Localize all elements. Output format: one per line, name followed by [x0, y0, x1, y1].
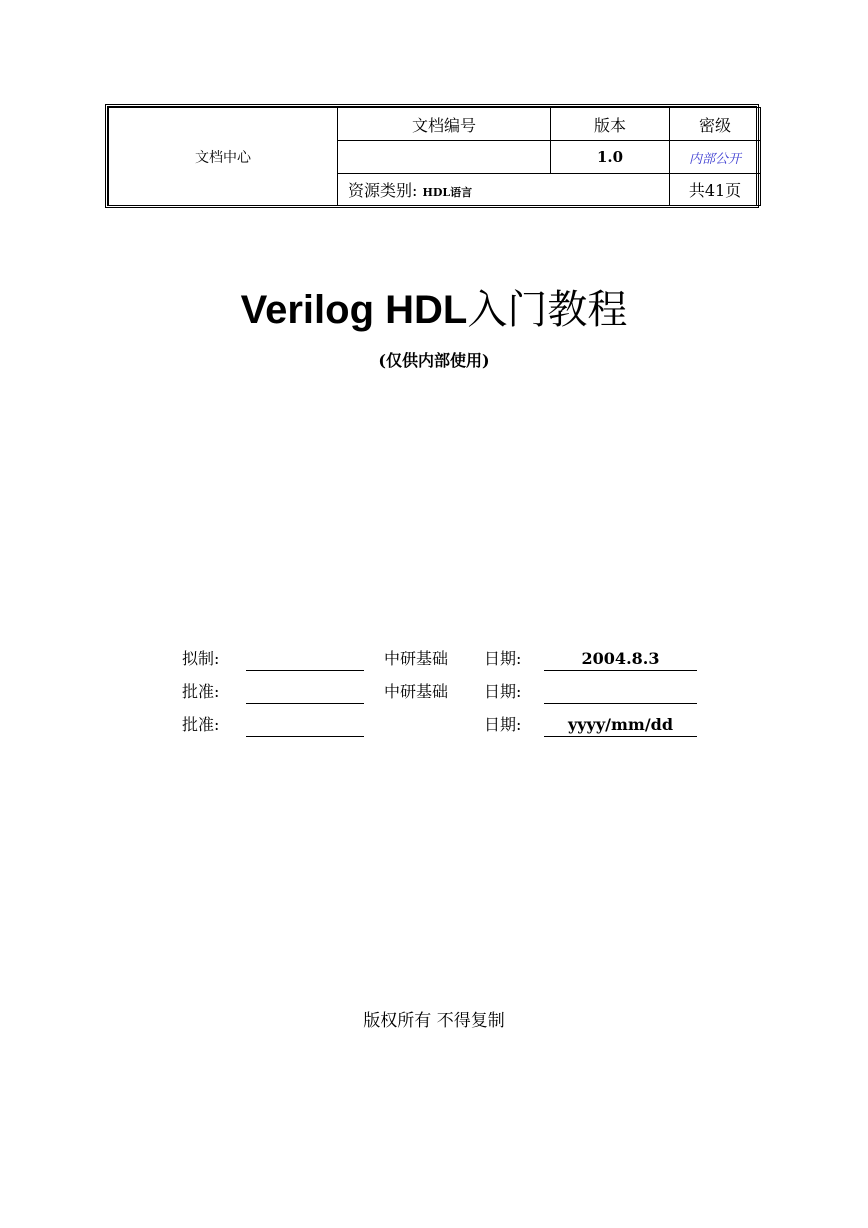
signature-row	[0, 648, 868, 674]
page-count: 共41页	[670, 174, 761, 206]
title-cn: 入门教程	[467, 288, 628, 332]
doc-number-label: 文档编号	[338, 108, 551, 141]
doc-number-value	[338, 141, 551, 174]
signature-line	[246, 681, 364, 704]
signature-line	[246, 714, 364, 737]
version-label: 版本	[551, 108, 670, 141]
title-main: Verilog HDL	[240, 288, 468, 332]
security-value: 内部公开	[670, 141, 761, 174]
signature-line	[246, 648, 364, 671]
signature-label: 批准:	[182, 682, 220, 701]
copyright-footer: 版权所有 不得复制	[363, 1011, 505, 1031]
security-label: 密级	[670, 108, 761, 141]
signature-date: yyyy/mm/dd	[544, 714, 697, 737]
category-label: 资源类别:	[348, 181, 418, 200]
signature-row	[0, 681, 868, 707]
doc-center-cell: 文档中心	[109, 108, 338, 206]
category-cell	[338, 174, 670, 206]
signature-date	[544, 681, 697, 704]
document-subtitle: (仅供内部使用)	[378, 351, 490, 370]
signature-row	[0, 714, 868, 740]
signature-date-label: 日期:	[484, 715, 522, 734]
signature-date-label: 日期:	[484, 649, 522, 668]
document-title	[0, 278, 868, 335]
signature-dept: 中研基础	[384, 682, 449, 701]
signature-date-label: 日期:	[484, 682, 522, 701]
version-value: 1.0	[551, 141, 670, 174]
signature-label: 批准:	[182, 715, 220, 734]
signature-dept: 中研基础	[384, 649, 449, 668]
category-value: HDL语言	[422, 186, 473, 199]
document-header-table	[105, 104, 759, 208]
signature-date: 2004.8.3	[544, 648, 697, 671]
signature-label: 拟制:	[182, 649, 220, 668]
